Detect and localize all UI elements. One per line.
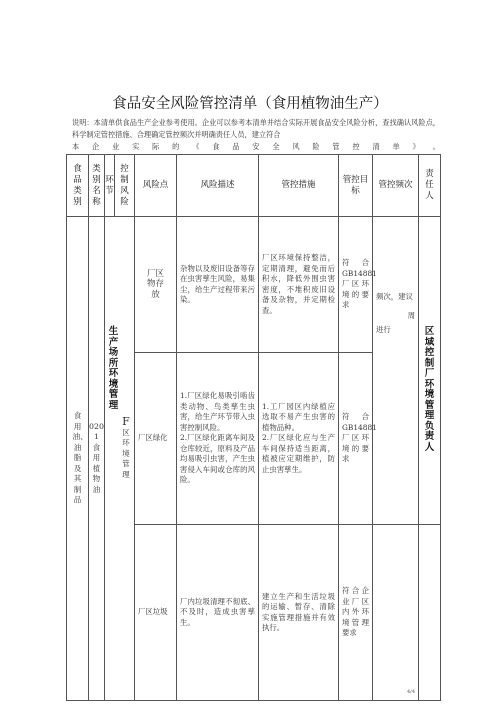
intro-char: 本 <box>72 142 80 151</box>
header-risk-control: 控制风险 <box>115 155 135 217</box>
intro-char: 实 <box>132 142 140 151</box>
row3-control-measures: 建立生产和生活垃圾的运输、暂存、清除实施管理措施并有效执行。 <box>259 525 339 701</box>
page-title: 食品安全风险管控清单（食用植物油生产） <box>112 96 388 112</box>
intro-char: 业 <box>112 142 120 151</box>
intro-char: 安 <box>252 142 260 151</box>
intro-char: 。 <box>432 142 440 151</box>
header-control-measures: 管控措施 <box>259 155 339 217</box>
intro-char: 险 <box>312 142 320 151</box>
row1-control-goal: 符合GB14881厂区环境的要求 <box>339 217 373 353</box>
row1-risk-desc: 杂物以及废旧设备等存在虫害孳生风险，易集尘，给生产过程带来污染。 <box>177 217 259 353</box>
intro-char: 控 <box>352 142 360 151</box>
risk-control-table <box>66 154 441 701</box>
intro-char: 单 <box>392 142 400 151</box>
header-env-link: 环节 <box>105 155 115 217</box>
header-risk-point: 风险点 <box>135 155 177 217</box>
row2-risk-point: 厂区绿化 <box>135 353 177 525</box>
intro-text: 说明：本清单供食品生产企业参考使用。企业可以参考本清单并结合实际开展食品安全风险分析，查找确认风险点，科学制定管控措施、合理确定管控频次并明确责任人员，建立符合 <box>72 118 440 139</box>
header-risk-desc: 风险描述 <box>177 155 259 217</box>
merged-category: 食用油、油脂及其制品 <box>67 217 89 701</box>
merged-category-name: 020 1食用植物油 <box>89 217 105 701</box>
merged-frequency: 频次，建议 周 进行 <box>373 217 419 525</box>
header-category: 食品类别 <box>67 155 89 217</box>
page-note: 4/4 <box>406 688 415 695</box>
header-control-goal: 管控目标 <box>339 155 373 217</box>
intro-char: 》 <box>412 142 420 151</box>
row3-responsible <box>419 525 441 701</box>
row2-control-measures: 1.工厂园区内绿植应选取不易产生虫害的植物品种。 2.厂区绿化应与生产车间保持适当距离，植被应定期维护，防止虫害孳生。 <box>259 353 339 525</box>
intro-char: 《 <box>192 142 200 151</box>
row2-control-goal: 符合GB14881厂区环境的要求 <box>339 353 373 525</box>
merged-environment: 生产场所环境管理 F 区环境管理 <box>105 217 135 701</box>
intro-char: 风 <box>292 142 300 151</box>
intro-last-line <box>72 141 440 153</box>
intro-char: 际 <box>152 142 160 151</box>
header-control-freq: 管控频次 <box>373 155 419 217</box>
row3-control-goal: 符合企业厂区内外环境管理要求 <box>339 525 373 701</box>
intro-char: 企 <box>92 142 100 151</box>
intro-char: 食 <box>212 142 220 151</box>
row1-risk-point: 厂区物存放 <box>135 217 177 353</box>
merged-responsible: 区域控制厂环境管理负责人 <box>419 217 441 525</box>
intro-char: 的 <box>172 142 180 151</box>
intro-char: 全 <box>272 142 280 151</box>
row2-risk-desc: 1.厂区绿化易吸引啮齿类动物、鸟类孳生虫害，给生产环节带入虫害控制风险。 2.厂区绿化距离车间及仓库较近，原料及产品均易吸引虫害，产生虫害侵入车间或仓库的风险。 <box>177 353 259 525</box>
table-row <box>67 217 441 353</box>
intro-char: 清 <box>372 142 380 151</box>
header-row <box>67 155 441 217</box>
row3-risk-desc: 厂内垃圾清理不彻底、不及时，造成虫害孳生。 <box>177 525 259 701</box>
row1-control-measures: 厂区环境保持整洁，定期清理，避免而后积水，降低外围虫害密度，不堆积废旧设备及杂物，并定期检查。 <box>259 217 339 353</box>
intro-char: 管 <box>332 142 340 151</box>
row3-frequency <box>373 525 419 701</box>
header-responsible: 责任人 <box>419 155 441 217</box>
row3-risk-point: 厂区垃圾 <box>135 525 177 701</box>
header-category-name: 类别名称 <box>89 155 105 217</box>
intro-char: 品 <box>232 142 240 151</box>
